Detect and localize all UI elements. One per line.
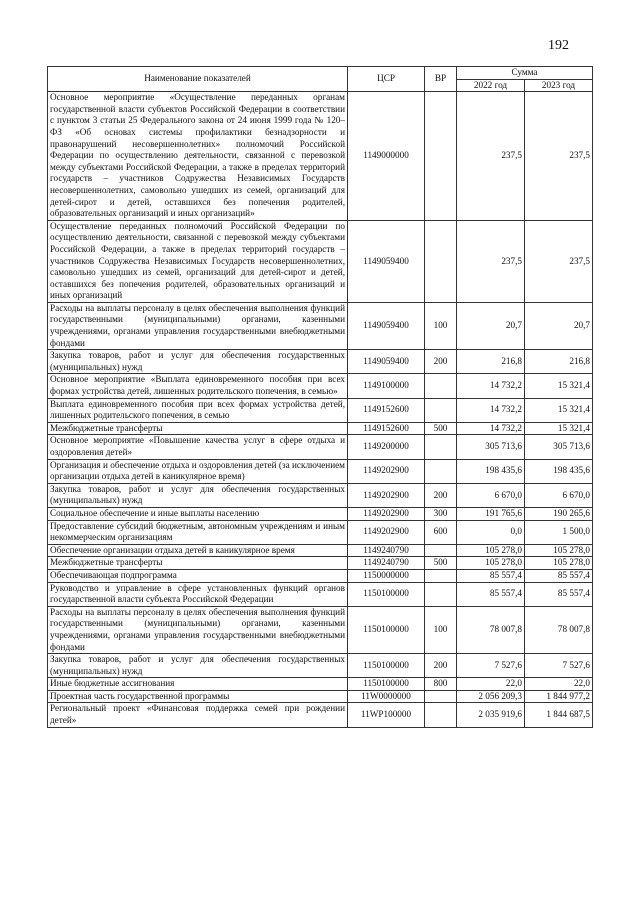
row-name: Региональный проект «Финансовая поддержка семей при рождении детей» bbox=[48, 703, 348, 727]
row-csr: 1149202900 bbox=[348, 507, 425, 520]
row-vr bbox=[425, 220, 457, 302]
row-vr bbox=[425, 703, 457, 727]
header-csr: ЦСР bbox=[348, 67, 425, 92]
row-name: Обеспечивающая подпрограмма bbox=[48, 569, 348, 582]
table-row bbox=[48, 582, 593, 606]
row-sum-2022: 7 527,6 bbox=[457, 654, 525, 678]
row-sum-2023: 15 321,4 bbox=[525, 374, 593, 398]
row-csr: 11WP100000 bbox=[348, 703, 425, 727]
row-name: Обеспечение организации отдыха детей в каникулярное время bbox=[48, 544, 348, 557]
row-csr: 1149059400 bbox=[348, 220, 425, 302]
row-sum-2023: 105 278,0 bbox=[525, 544, 593, 557]
table-row bbox=[48, 690, 593, 703]
row-vr: 800 bbox=[425, 678, 457, 691]
row-sum-2022: 14 732,2 bbox=[457, 374, 525, 398]
table-row bbox=[48, 569, 593, 582]
table-row bbox=[48, 350, 593, 374]
row-name: Основное мероприятие «Выплата единовременного пособия при всех формах устройства детей, лишенных родительского попечения, в семью» bbox=[48, 374, 348, 398]
row-sum-2023: 237,5 bbox=[525, 220, 593, 302]
row-sum-2023: 190 265,6 bbox=[525, 507, 593, 520]
row-csr: 1149202900 bbox=[348, 459, 425, 483]
row-vr bbox=[425, 92, 457, 221]
row-name: Расходы на выплаты персоналу в целях обеспечения выполнения функций государственными (муниципальными) органами, казенными учреждениями, органами управления государственными внебюджетными фондами bbox=[48, 302, 348, 349]
row-sum-2023: 237,5 bbox=[525, 92, 593, 221]
row-vr bbox=[425, 435, 457, 459]
table-row bbox=[48, 520, 593, 544]
row-csr: 1149152600 bbox=[348, 398, 425, 422]
row-csr: 1149240790 bbox=[348, 557, 425, 570]
row-sum-2022: 198 435,6 bbox=[457, 459, 525, 483]
row-sum-2022: 14 732,2 bbox=[457, 398, 525, 422]
row-sum-2023: 6 670,0 bbox=[525, 483, 593, 507]
header-vr: ВР bbox=[425, 67, 457, 92]
row-vr bbox=[425, 690, 457, 703]
row-sum-2023: 305 713,6 bbox=[525, 435, 593, 459]
table-row bbox=[48, 92, 593, 221]
row-sum-2022: 0,0 bbox=[457, 520, 525, 544]
header-name: Наименование показателей bbox=[48, 67, 348, 92]
row-csr: 1149100000 bbox=[348, 374, 425, 398]
table-row bbox=[48, 398, 593, 422]
row-sum-2022: 22,0 bbox=[457, 678, 525, 691]
row-sum-2023: 15 321,4 bbox=[525, 398, 593, 422]
table-row bbox=[48, 422, 593, 435]
row-name: Основное мероприятие «Осуществление переданных органам государственной власти субъектов Российской Федерации в соответствии с пунктом 3 статьи 25 Федерального закона от 24 июня 1999 года № 120–ФЗ «Об основах системы профилактики безнадзорности и правонарушений несовершеннолетних» полномочий Российской Федерации по осуществлению деятельности, связанной с перевозкой между субъектами Российской Федерации, а также в пределах территорий государств – участников Содружества Независимых Государств несовершеннолетних, самовольно ушедших из семей, организаций для детей-сирот и детей, оставшихся без попечения родителей, образовательных организаций и иных организаций» bbox=[48, 92, 348, 221]
row-name: Межбюджетные трансферты bbox=[48, 557, 348, 570]
table-row bbox=[48, 557, 593, 570]
row-csr: 1150100000 bbox=[348, 654, 425, 678]
row-vr bbox=[425, 582, 457, 606]
row-sum-2022: 20,7 bbox=[457, 302, 525, 349]
row-vr: 100 bbox=[425, 606, 457, 653]
row-csr: 1149202900 bbox=[348, 483, 425, 507]
table-row bbox=[48, 678, 593, 691]
page-number: 192 bbox=[548, 38, 569, 53]
row-csr: 1150000000 bbox=[348, 569, 425, 582]
header-year-2022: 2022 год bbox=[457, 79, 525, 92]
row-name: Социальное обеспечение и иные выплаты населению bbox=[48, 507, 348, 520]
row-name: Закупка товаров, работ и услуг для обеспечения государственных (муниципальных) нужд bbox=[48, 654, 348, 678]
row-csr: 1150100000 bbox=[348, 678, 425, 691]
row-name: Закупка товаров, работ и услуг для обеспечения государственных (муниципальных) нужд bbox=[48, 350, 348, 374]
table-row bbox=[48, 507, 593, 520]
row-name: Проектная часть государственной программы bbox=[48, 690, 348, 703]
row-sum-2022: 216,8 bbox=[457, 350, 525, 374]
row-sum-2023: 78 007,8 bbox=[525, 606, 593, 653]
row-vr: 600 bbox=[425, 520, 457, 544]
header-year-2023: 2023 год bbox=[525, 79, 593, 92]
row-sum-2022: 85 557,4 bbox=[457, 582, 525, 606]
row-sum-2023: 1 844 687,5 bbox=[525, 703, 593, 727]
row-sum-2022: 191 765,6 bbox=[457, 507, 525, 520]
table-row bbox=[48, 606, 593, 653]
row-sum-2022: 2 035 919,6 bbox=[457, 703, 525, 727]
row-vr bbox=[425, 459, 457, 483]
row-name: Основное мероприятие «Повышение качества услуг в сфере отдыха и оздоровления детей» bbox=[48, 435, 348, 459]
row-sum-2022: 85 557,4 bbox=[457, 569, 525, 582]
row-sum-2022: 305 713,6 bbox=[457, 435, 525, 459]
table-row bbox=[48, 459, 593, 483]
row-name: Межбюджетные трансферты bbox=[48, 422, 348, 435]
row-vr: 200 bbox=[425, 483, 457, 507]
row-sum-2023: 1 844 977,2 bbox=[525, 690, 593, 703]
row-sum-2023: 7 527,6 bbox=[525, 654, 593, 678]
row-sum-2023: 198 435,6 bbox=[525, 459, 593, 483]
row-sum-2022: 6 670,0 bbox=[457, 483, 525, 507]
row-vr: 300 bbox=[425, 507, 457, 520]
row-csr: 1149059400 bbox=[348, 302, 425, 349]
row-vr: 100 bbox=[425, 302, 457, 349]
row-sum-2023: 1 500,0 bbox=[525, 520, 593, 544]
row-sum-2023: 85 557,4 bbox=[525, 582, 593, 606]
row-vr bbox=[425, 374, 457, 398]
row-sum-2022: 105 278,0 bbox=[457, 557, 525, 570]
table-row bbox=[48, 544, 593, 557]
row-name: Иные бюджетные ассигнования bbox=[48, 678, 348, 691]
budget-table bbox=[47, 66, 593, 728]
row-vr: 200 bbox=[425, 654, 457, 678]
row-csr: 1149152600 bbox=[348, 422, 425, 435]
row-name: Осуществление переданных полномочий Российской Федерации по осуществлению деятельности, связанной с перевозкой между субъектами Российской Федерации, а также в пределах территорий государств – участников Содружества Независимых Государств несовершеннолетних, самовольно ушедших из семей, организаций для детей-сирот и детей, оставшихся без попечения родителей, образовательных организаций и иных организаций bbox=[48, 220, 348, 302]
row-csr: 1149059400 bbox=[348, 350, 425, 374]
row-sum-2022: 14 732,2 bbox=[457, 422, 525, 435]
row-sum-2022: 237,5 bbox=[457, 220, 525, 302]
row-name: Предоставление субсидий бюджетным, автономным учреждениям и иным некоммерческим организациям bbox=[48, 520, 348, 544]
row-csr: 1149000000 bbox=[348, 92, 425, 221]
row-sum-2023: 22,0 bbox=[525, 678, 593, 691]
row-name: Организация и обеспечение отдыха и оздоровления детей (за исключением организации отдыха детей в каникулярное время) bbox=[48, 459, 348, 483]
row-sum-2022: 78 007,8 bbox=[457, 606, 525, 653]
table-row bbox=[48, 435, 593, 459]
table-row bbox=[48, 654, 593, 678]
header-sum: Сумма bbox=[457, 67, 593, 80]
row-sum-2022: 2 056 209,3 bbox=[457, 690, 525, 703]
table-row bbox=[48, 220, 593, 302]
row-name: Расходы на выплаты персоналу в целях обеспечения выполнения функций государственными (муниципальными) органами, казенными учреждениями, органами управления государственными внебюджетными фондами bbox=[48, 606, 348, 653]
row-csr: 11W0000000 bbox=[348, 690, 425, 703]
row-sum-2023: 20,7 bbox=[525, 302, 593, 349]
table-row bbox=[48, 374, 593, 398]
row-sum-2023: 15 321,4 bbox=[525, 422, 593, 435]
row-sum-2022: 105 278,0 bbox=[457, 544, 525, 557]
row-vr bbox=[425, 544, 457, 557]
row-vr bbox=[425, 398, 457, 422]
table-row bbox=[48, 703, 593, 727]
table-row bbox=[48, 302, 593, 349]
row-csr: 1150100000 bbox=[348, 582, 425, 606]
row-sum-2023: 85 557,4 bbox=[525, 569, 593, 582]
row-sum-2022: 237,5 bbox=[457, 92, 525, 221]
row-csr: 1150100000 bbox=[348, 606, 425, 653]
row-name: Руководство и управление в сфере установленных функций органов государственной власти субъекта Российской Федерации bbox=[48, 582, 348, 606]
row-sum-2023: 105 278,0 bbox=[525, 557, 593, 570]
row-vr: 500 bbox=[425, 557, 457, 570]
table-row bbox=[48, 483, 593, 507]
row-vr: 500 bbox=[425, 422, 457, 435]
row-sum-2023: 216,8 bbox=[525, 350, 593, 374]
row-name: Закупка товаров, работ и услуг для обеспечения государственных (муниципальных) нужд bbox=[48, 483, 348, 507]
row-name: Выплата единовременного пособия при всех формах устройства детей, лишенных родительского попечения, в семью bbox=[48, 398, 348, 422]
row-vr: 200 bbox=[425, 350, 457, 374]
row-csr: 1149202900 bbox=[348, 520, 425, 544]
row-vr bbox=[425, 569, 457, 582]
row-csr: 1149240790 bbox=[348, 544, 425, 557]
row-csr: 1149200000 bbox=[348, 435, 425, 459]
